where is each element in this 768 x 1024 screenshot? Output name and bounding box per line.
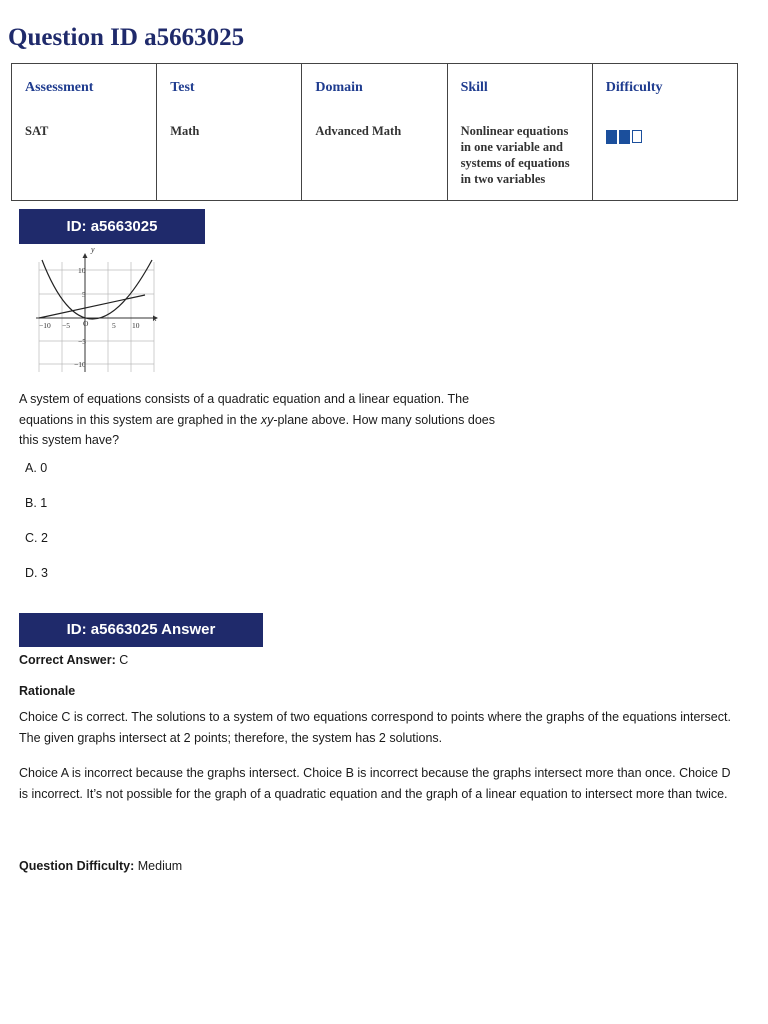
- test-header: Test: [170, 80, 195, 95]
- x-axis-label: x: [153, 314, 157, 323]
- question-difficulty-line: [19, 859, 182, 873]
- test-value: Math: [170, 124, 200, 138]
- difficulty-cell: [592, 64, 737, 201]
- y-tick-label: −10: [74, 360, 86, 369]
- difficulty-bar-filled: [606, 130, 617, 144]
- correct-answer-value: C: [119, 653, 129, 667]
- page-title: Question ID a5663025: [8, 24, 245, 51]
- origin-label: O: [83, 319, 89, 328]
- domain-header: Domain: [315, 80, 363, 95]
- question-stem: [19, 389, 509, 451]
- answer-id-banner: ID: a5663025 Answer: [19, 613, 263, 647]
- y-tick-label: 10: [78, 266, 86, 275]
- choice-b: B. 1: [25, 496, 48, 510]
- difficulty-bar-filled: [619, 130, 630, 144]
- x-tick-label: 5: [112, 321, 116, 330]
- choice-a: A. 0: [25, 461, 48, 475]
- x-tick-label: 10: [132, 321, 140, 330]
- skill-value: Nonlinear equations in one variable and systems of equations in two variables: [460, 124, 570, 186]
- graph-grid: [39, 262, 154, 372]
- question-text-italic: xy: [260, 412, 274, 427]
- rationale-paragraph-1: Choice C is correct. The solutions to a system of two equations correspond to points where the graphs of the equations intersect. The given graphs intersect at 2 points; therefore, the system has 2 solutions.: [19, 710, 731, 745]
- correct-answer-label: Correct Answer:: [19, 653, 116, 667]
- domain-value: Advanced Math: [315, 124, 402, 138]
- rationale-paragraph-2: Choice A is incorrect because the graphs intersect. Choice B is incorrect because the graphs intersect more than once. Choice D is incorrect. It’s not possible for the graph of a quadratic equation and the graph of a linear equation to intersect more than twice.: [19, 766, 731, 801]
- difficulty-header: Difficulty: [605, 80, 663, 95]
- x-tick-label: −10: [39, 321, 51, 330]
- x-tick-label: −5: [62, 321, 70, 330]
- parabola-curve: [42, 260, 152, 319]
- rationale-heading: [19, 684, 75, 698]
- choice-c: C. 2: [25, 531, 48, 545]
- assessment-header: Assessment: [25, 80, 94, 95]
- domain-cell: [302, 64, 447, 201]
- y-tick-label: 5: [82, 290, 86, 299]
- difficulty-bar-empty: [632, 130, 642, 143]
- skill-header: Skill: [460, 80, 488, 95]
- y-axis-label: y: [91, 245, 95, 254]
- y-axis-arrow: [83, 253, 88, 258]
- correct-answer-line: [19, 653, 128, 667]
- assessment-value: SAT: [25, 124, 49, 138]
- linear-line: [39, 295, 145, 318]
- y-tick-label: −5: [78, 337, 86, 346]
- question-difficulty-label: Question Difficulty:: [19, 859, 135, 873]
- choice-d: D. 3: [25, 566, 48, 580]
- rationale-heading-text: Rationale: [19, 684, 76, 698]
- skill-cell: [447, 64, 592, 201]
- question-id-banner: ID: a5663025: [19, 209, 205, 244]
- difficulty-bars-icon: [606, 130, 724, 144]
- question-text-end: -plane above. How many solutions does this system have?: [19, 412, 495, 447]
- question-metadata-table: [11, 63, 738, 201]
- question-text-start: A system of equations consists of a quadratic equation and a linear equation. The equations in this system are graphed in the: [19, 392, 470, 427]
- test-cell: [157, 64, 302, 201]
- question-difficulty-value: Medium: [137, 859, 183, 873]
- system-graph: [30, 244, 162, 374]
- assessment-cell: [12, 64, 157, 201]
